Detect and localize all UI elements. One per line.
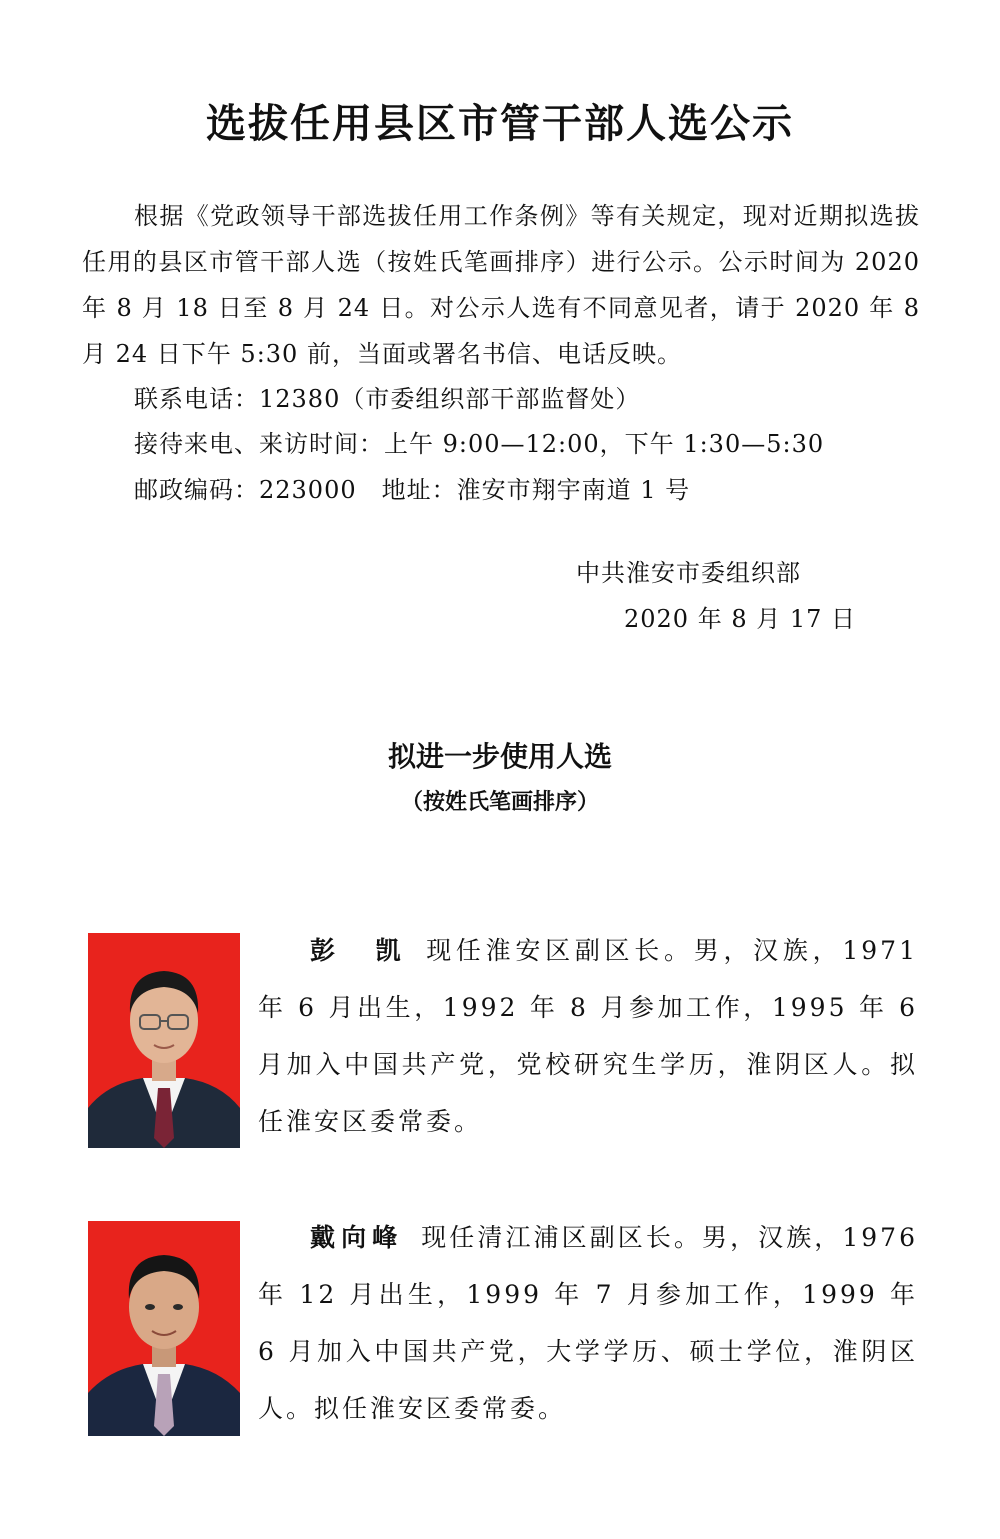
portrait-man-glasses	[88, 933, 240, 1148]
candidate-description: 现任清江浦区副区长。男，汉族，1976 年 12 月出生，1999 年 7 月参加工作，1999 年 6 月加入中国共产党，大学学历、硕士学位，淮阴区人。拟任淮安区委常委。	[258, 1223, 918, 1423]
candidate-photo	[88, 933, 240, 1148]
candidate-description: 现任淮安区副区长。男，汉族，1971 年 6 月出生，1992 年 8 月参加工作，1995 年 6 月加入中国共产党，党校研究生学历，淮阴区人。拟任淮安区委常委。	[258, 936, 918, 1136]
section-subtitle: （按姓氏笔画排序）	[400, 789, 599, 815]
intro-paragraph: 根据《党政领导干部选拔任用工作条例》等有关规定，现对近期拟选拔任用的县区市管干部人选（按姓氏笔画排序）进行公示。公示时间为 2020 年 8 月 18 日至 8 月 24 日。对公示人选有不同意见者，请于 2020 年 8 月 24 日下午 5:30 前，当面或署名书信、电话反映。	[82, 202, 920, 368]
candidate-bio	[258, 922, 918, 1150]
candidate-name: 彭 凯	[310, 936, 409, 965]
portrait-man	[88, 1221, 240, 1436]
signature-org: 中共淮安市委组织部	[576, 559, 801, 587]
contact-phone: 联系电话：12380（市委组织部干部监督处）	[134, 385, 641, 413]
postal-address: 邮政编码：223000 地址：淮安市翔宇南道 1 号	[134, 476, 691, 504]
signature-date: 2020 年 8 月 17 日	[624, 605, 857, 633]
candidate-name: 戴向峰	[310, 1223, 404, 1252]
section-title: 拟进一步使用人选	[387, 740, 612, 773]
page-title: 选拔任用县区市管干部人选公示	[206, 101, 794, 147]
candidate-photo	[88, 1221, 240, 1436]
candidate-bio	[258, 1209, 918, 1437]
reception-hours: 接待来电、来访时间：上午 9:00—12:00，下午 1:30—5:30	[134, 430, 825, 458]
